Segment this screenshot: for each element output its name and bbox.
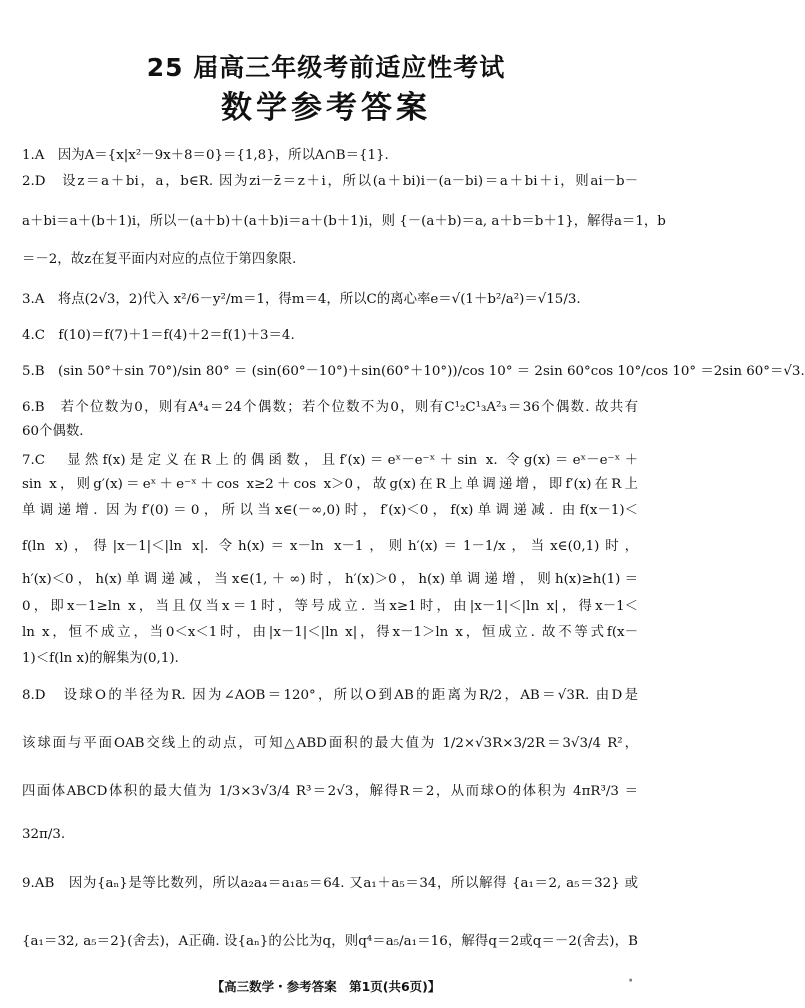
answer-8-line-4: 32π/3. [22, 827, 66, 842]
page-footer [0, 973, 652, 995]
answer-5-line-1: 5.B (sin 50°＋sin 70°)/sin 80° ＝ (sin(60°－10°)＋sin(60°＋10°))/cos 10° ＝ 2sin 60°cos 10°/cos 10° ＝2sin 60°＝√3. [22, 364, 805, 379]
answer-7-line-3: 单调递增. 因为f′(0)＝0，所以当x∈(－∞,0)时，f′(x)＜0，f(x)单调递减. 由f(x－1)＜ [22, 503, 638, 518]
answer-9-line-1: 9.AB 因为{aₙ}是等比数列，所以a₂a₄＝a₁a₅＝64. 又a₁＋a₅＝34，所以解得 {a₁＝2, a₅＝32} 或 [22, 876, 638, 891]
answer-2-line-3: ＝－2，故z在复平面内对应的点位于第四象限. [22, 252, 297, 267]
answer-6-line-2: 60个偶数. [22, 424, 84, 439]
corner-mark: · [628, 973, 634, 989]
answer-2-line-1: 2.D 设z＝a＋bi，a，b∈R. 因为zi－z̄＝z＋i，所以(a＋bi)i－(a－bi)＝a＋bi＋i，则ai－b－ [22, 174, 638, 189]
answer-7-line-4: f(ln x)，得|x－1|＜|ln x|. 令h(x)＝x－ln x－1，则h′(x)＝1－1/x，当x∈(0,1)时， [22, 539, 638, 554]
answer-1-line-1: 1.A 因为A＝{x|x²－9x＋8＝0}＝{1,8}，所以A∩B＝{1}. [22, 148, 389, 163]
footer-text: 【高三数学・参考答案 第1页(共6页)】 [211, 979, 441, 994]
answer-7-line-1: 7.C 显然f(x)是定义在R上的偶函数，且f′(x)＝eˣ－e⁻ˣ＋sin x. 令g(x)＝eˣ－e⁻ˣ＋ [22, 453, 638, 468]
answer-7-line-5: h′(x)＜0，h(x)单调递减，当x∈(1,＋∞)时，h′(x)＞0，h(x)单调递增，则h(x)≥h(1)＝ [22, 572, 638, 587]
exam-title: 25 届高三年级考前适应性考试 [146, 53, 506, 82]
answer-8-line-1: 8.D 设球O的半径为R. 因为∠AOB＝120°，所以O到AB的距离为R/2，AB＝√3R. 由D是 [22, 688, 638, 703]
answer-2-line-2: a＋bi＝a＋(b＋1)i，所以－(a＋b)＋(a＋b)i＝a＋(b＋1)i，则 {－(a＋b)＝a, a＋b＝b＋1}，解得a＝1，b [22, 214, 666, 229]
answer-7-line-7: ln x，恒不成立，当0＜x＜1时，由|x－1|＜|ln x|，得x－1＞ln x，恒成立. 故不等式f(x－ [22, 625, 638, 640]
answer-7-line-6: 0，即x－1≥ln x，当且仅当x＝1时，等号成立. 当x≥1时，由|x－1|＜|ln x|，得x－1＜ [22, 599, 638, 614]
answer-4-line-1: 4.C f(10)＝f(7)＋1＝f(4)＋2＝f(1)＋3＝4. [22, 328, 295, 343]
answer-9-line-2: {a₁＝32, a₅＝2}(舍去)，A正确. 设{aₙ}的公比为q，则q⁴＝a₅/a₁＝16，解得q＝2或q＝－2(舍去)，B [22, 934, 638, 949]
answer-7-line-8: 1)＜f(ln x)的解集为(0,1). [22, 651, 179, 666]
answer-key-title: 数学参考答案 [221, 90, 431, 126]
answer-7-line-2: sin x，则g′(x)＝eˣ＋e⁻ˣ＋cos x≥2＋cos x＞0，故g(x)在R上单调递增，即f′(x)在R上 [22, 477, 638, 492]
answer-3-line-1: 3.A 将点(2√3，2)代入 x²/6－y²/m＝1，得m＝4，所以C的离心率e＝√(1＋b²/a²)＝√15/3. [22, 292, 581, 307]
answer-8-line-3: 四面体ABCD体积的最大值为 1/3×3√3/4 R³＝2√3，解得R＝2，从而球O的体积为 4πR³/3 ＝ [22, 784, 638, 799]
answer-6-line-1: 6.B 若个位数为0，则有A⁴₄＝24个偶数；若个位数不为0，则有C¹₂C¹₃A²₃＝36个偶数. 故共有 [22, 400, 638, 415]
answer-8-line-2: 该球面与平面OAB交线上的动点，可知△ABD面积的最大值为 1/2×√3R×3/2R＝3√3/4 R²， [22, 736, 638, 751]
